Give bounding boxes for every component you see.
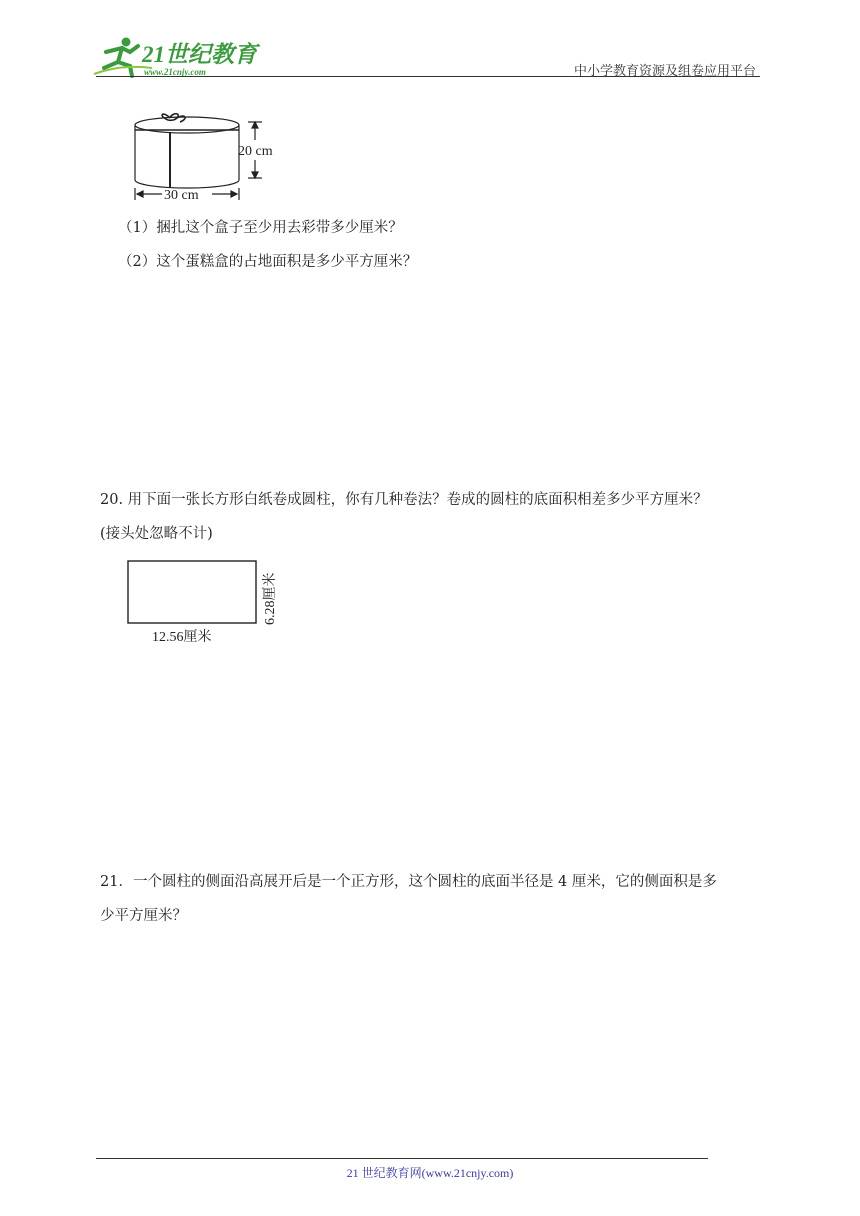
q21-line1: 21．一个圆柱的侧面沿高展开后是一个正方形，这个圆柱的底面半径是 4 厘米，它的侧面积是多	[100, 874, 717, 890]
footer-divider	[96, 1158, 708, 1159]
q21-line2: 少平方厘米？	[100, 908, 187, 924]
q19-sub1: （1）捆扎这个盒子至少用去彩带多少厘米？	[118, 220, 403, 236]
q20-line1: 20. 用下面一张长方形白纸卷成圆柱，你有几种卷法？卷成的圆柱的底面积相差多少平方厘米？	[100, 492, 708, 508]
rect-length-label: 12.56厘米	[152, 630, 212, 645]
q19-sub2: （2）这个蛋糕盒的占地面积是多少平方厘米？	[118, 254, 418, 270]
logo-url: www.21cnjy.com	[144, 67, 206, 77]
site-logo	[92, 34, 262, 80]
cake-width-label: 30 cm	[164, 188, 199, 203]
q20-line2: (接头处忽略不计)	[100, 526, 213, 542]
header-divider	[96, 76, 760, 77]
rect-width-label: 6.28厘米	[263, 572, 278, 625]
cake-height-label: 20 cm	[238, 144, 273, 159]
logo-text: 21世纪教育	[142, 42, 257, 67]
paper-rectangle	[128, 561, 256, 623]
paper-rectangle-figure	[120, 553, 290, 648]
platform-name: 中小学教育资源及组卷应用平台	[573, 64, 756, 79]
cake-box-figure	[130, 108, 300, 208]
footer-link[interactable]: 21 世纪教育网(www.21cnjy.com)	[346, 1166, 514, 1180]
